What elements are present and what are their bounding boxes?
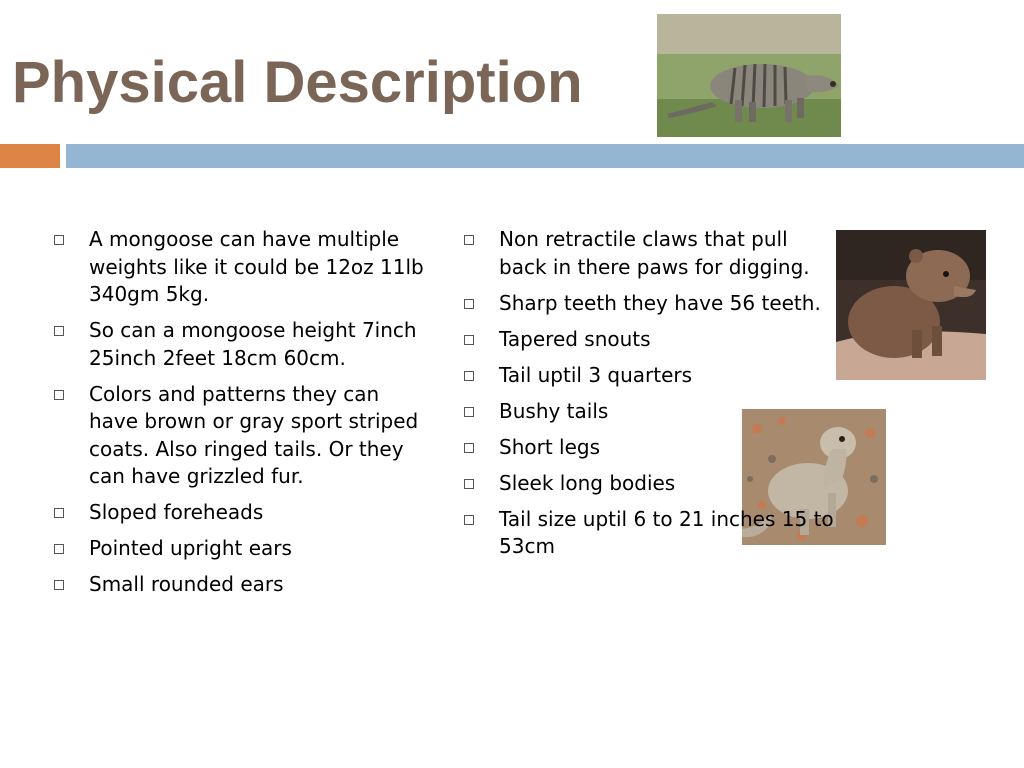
list-item [464,434,836,462]
list-item-text: Pointed upright ears [89,536,292,560]
list-item-text: Small rounded ears [89,572,284,596]
square-bullet-icon [54,544,64,554]
accent-bar-blue [66,144,1024,168]
list-item-text: A mongoose can have multiple weights like it could be 12oz 11lb 340gm 5kg. [89,227,424,306]
square-bullet-icon [54,326,64,336]
square-bullet-icon [54,390,64,400]
list-item [54,535,429,563]
list-item [54,571,429,599]
list-item-text: Sleek long bodies [499,470,676,495]
list-item-text: Tail size uptil 6 to 21 inches 15 to 53cm [499,506,834,558]
list-item [464,506,836,561]
list-item-text: Colors and patterns they can have brown or gray sport striped coats. Also ringed tails. Or they can have grizzled fur. [89,381,419,488]
square-bullet-icon [464,335,474,345]
list-item [54,499,429,527]
list-item [464,362,836,390]
square-bullet-icon [54,580,64,590]
list-item [464,226,836,281]
square-bullet-icon [54,508,64,518]
banded-mongoose-photo [657,14,841,137]
list-item-text: Tail uptil 3 quarters [499,362,693,387]
list-item-text: Non retractile claws that pull back in there paws for digging. [499,227,810,279]
list-item [54,226,429,309]
list-item [464,326,836,354]
square-bullet-icon [54,235,64,245]
right-bullet-list [464,226,836,569]
square-bullet-icon [464,299,474,309]
list-item-text: Tapered snouts [499,326,651,351]
square-bullet-icon [464,515,474,525]
square-bullet-icon [464,371,474,381]
square-bullet-icon [464,407,474,417]
list-item [54,381,429,491]
list-item [464,470,836,498]
left-bullet-list [54,226,429,607]
square-bullet-icon [464,235,474,245]
list-item-text: So can a mongoose height 7inch 25inch 2feet 18cm 60cm. [89,318,417,370]
list-item [464,398,836,426]
list-item-text: Sharp teeth they have 56 teeth. [499,290,821,315]
list-item [54,317,429,372]
brown-mongoose-photo [836,230,986,380]
list-item-text: Sloped foreheads [89,500,264,524]
list-item-text: Short legs [499,434,601,459]
slide-title: Physical Description [12,50,583,115]
square-bullet-icon [464,479,474,489]
list-item-text: Bushy tails [499,398,609,423]
accent-bar-orange [0,144,60,168]
list-item [464,290,836,318]
square-bullet-icon [464,443,474,453]
